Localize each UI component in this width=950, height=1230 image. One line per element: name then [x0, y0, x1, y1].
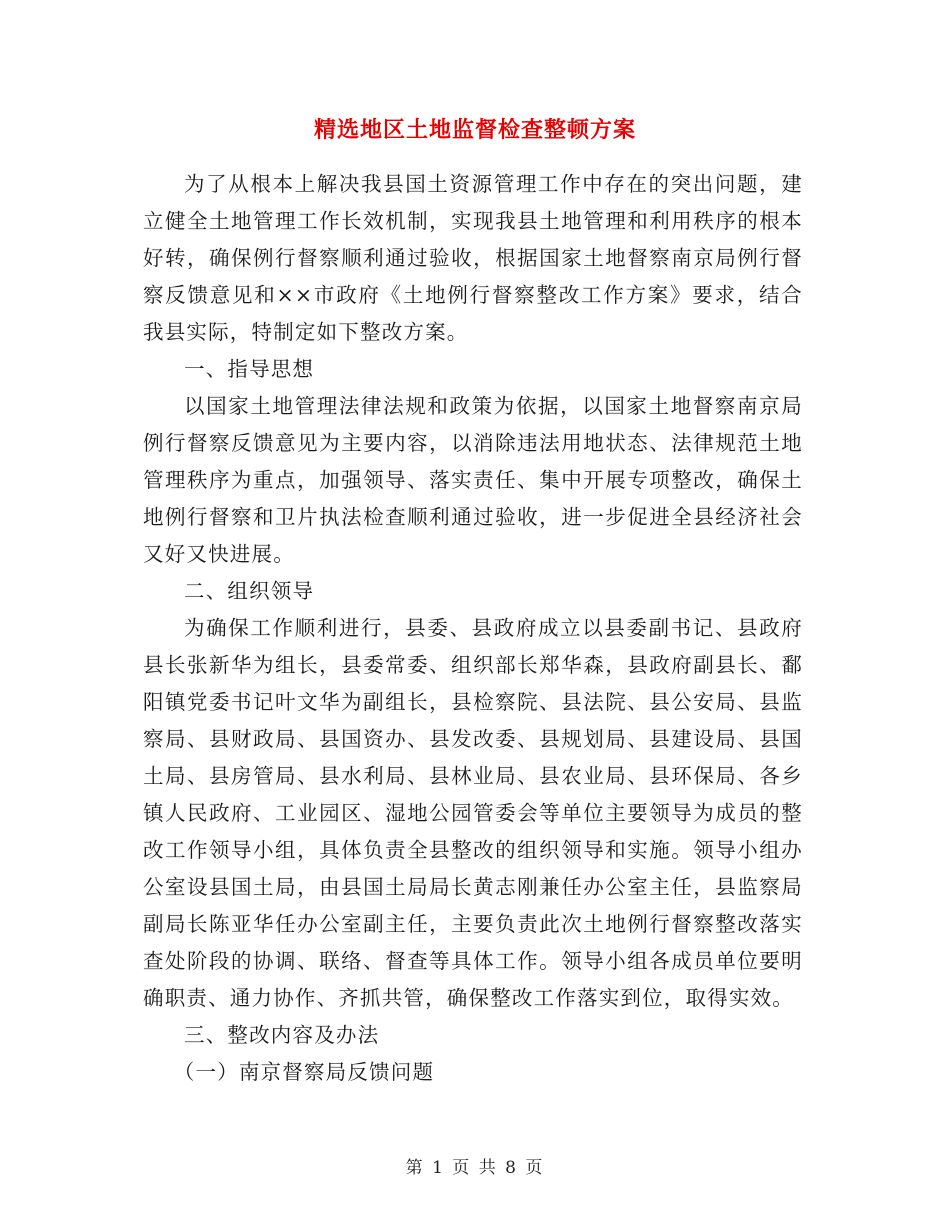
section-heading-organization: 二、组织领导 [184, 579, 315, 603]
subsection-heading-nanjing-feedback: （一）南京督察局反馈问题 [173, 1060, 435, 1084]
document-title: 精选地区土地监督检查整顿方案 [313, 117, 636, 143]
document-body [143, 166, 803, 1091]
page-footer: 第 1 页 共 8 页 [405, 1158, 545, 1178]
paragraph-guiding-ideology: 以国家土地管理法律法规和政策为依据，以国家土地督察南京局例行督察反馈意见为主要内容，以消除违法用地状态、法律规范土地管理秩序为重点，加强领导、落实责任、集中开展专项整改，确保土地例行督察和卫片执法检查顺利通过验收，进一步促进全县经济社会又好又快进展。 [143, 394, 803, 566]
paragraph-intro: 为了从根本上解决我县国土资源管理工作中存在的突出问题，建立健全土地管理工作长效机制，实现我县土地管理和利用秩序的根本好转，确保例行督察顺利通过验收，根据国家土地督察南京局例行督察反馈意见和××市政府《土地例行督察整改工作方案》要求，结合我县实际，特制定如下整改方案。 [143, 172, 803, 344]
paragraph-organization: 为确保工作顺利进行，县委、县政府成立以县委副书记、县政府县长张新华为组长，县委常委、组织部长郑华森，县政府副县长、鄱阳镇党委书记叶文华为副组长，县检察院、县法院、县公安局、县监察局、县财政局、县国资办、县发改委、县规划局、县建设局、县国土局、县房管局、县水利局、县林业局、县农业局、县环保局、各乡镇人民政府、工业园区、湿地公园管委会等单位主要领导为成员的整改工作领导小组，具体负责全县整改的组织领导和实施。领导小组办公室设县国土局，由县国土局局长黄志刚兼任办公室主任，县监察局副局长陈亚华任办公室副主任，主要负责此次土地例行督察整改落实查处阶段的协调、联络、督查等具体工作。领导小组各成员单位要明确职责、通力协作、齐抓共管，确保整改工作落实到位，取得实效。 [143, 616, 803, 1010]
section-heading-guiding-ideology: 一、指导思想 [184, 357, 315, 381]
section-heading-rectification: 三、整改内容及办法 [184, 1023, 380, 1047]
